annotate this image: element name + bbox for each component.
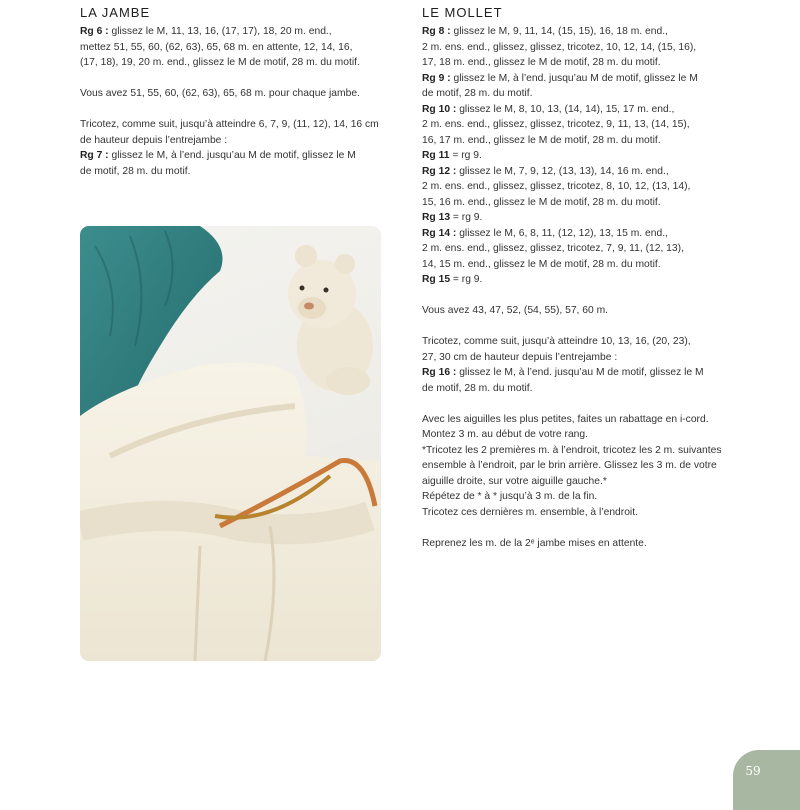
instruction-line: [422, 303, 721, 319]
instruction-line: [422, 133, 721, 149]
instruction-text: 15, 16 m. end., glissez le M de motif, 28 m. du motif.: [422, 196, 661, 208]
instruction-line: [422, 210, 721, 226]
row-label: Rg 16 :: [422, 367, 457, 378]
instruction-line: [80, 40, 379, 56]
instruction-text: glissez le M, 7, 9, 12, (13, 13), 14, 16 m. end.,: [456, 165, 669, 177]
instruction-line: [422, 226, 721, 242]
instruction-line: [422, 350, 721, 366]
row-label: Rg 6 :: [80, 26, 109, 37]
instruction-text: Tricotez, comme suit, jusqu’à atteindre 6, 7, 9, (11, 12), 14, 16 cm: [80, 119, 379, 130]
instruction-line: [422, 195, 721, 211]
instruction-line: [422, 443, 721, 459]
section-heading-le-mollet: LE MOLLET: [422, 5, 503, 20]
row-label: Rg 10 :: [422, 103, 457, 115]
row-label: Rg 12 :: [422, 165, 457, 177]
row-label: Rg 8 :: [422, 26, 451, 37]
instruction-text: = rg 9.: [450, 212, 483, 223]
instruction-text: mettez 51, 55, 60, (62, 63), 65, 68 m. en attente, 12, 14, 16,: [80, 41, 353, 53]
instruction-line: [422, 164, 721, 180]
instruction-line: [80, 86, 379, 102]
instruction-text: glissez le M, 8, 10, 13, (14, 14), 15, 17 m. end.,: [456, 103, 675, 115]
instruction-line: [422, 474, 721, 490]
instruction-text: 17, 18 m. end., glissez le M de motif, 28 m. du motif.: [422, 57, 661, 68]
instruction-text: Tricotez ces dernières m. ensemble, à l’endroit.: [422, 506, 638, 518]
instruction-line: [422, 365, 721, 381]
instruction-line: [80, 148, 379, 164]
instruction-line: [422, 272, 721, 288]
instruction-text: Répétez de * à * jusqu’à 3 m. de la fin.: [422, 491, 598, 502]
instruction-text: 16, 17 m. end., glissez le M de motif, 28 m. du motif.: [422, 134, 661, 146]
instruction-text: glissez le M, à l’end. jusqu’au M de motif, glissez le M: [108, 150, 356, 161]
instruction-line: [422, 505, 721, 521]
instruction-line: [80, 164, 379, 180]
instruction-text: 2 m. ens. end., glissez, glissez, tricotez, 7, 9, 11, (12, 13),: [422, 243, 684, 254]
instruction-text: = rg 9.: [450, 274, 483, 285]
row-label: Rg 15: [422, 274, 451, 285]
row-label: Rg 9 :: [422, 72, 451, 84]
instruction-text: 14, 15 m. end., glissez le M de motif, 28 m. du motif.: [422, 258, 661, 270]
instruction-line: [80, 117, 379, 133]
instruction-line: [80, 133, 379, 149]
instruction-text: Vous avez 51, 55, 60, (62, 63), 65, 68 m. pour chaque jambe.: [80, 88, 360, 99]
instruction-text: glissez le M, à l’end. jusqu’au M de motif, glissez le M: [450, 72, 698, 84]
instruction-line: [80, 24, 379, 40]
instruction-line: [422, 381, 721, 397]
paragraph-gap: [422, 288, 721, 304]
instruction-text: Montez 3 m. au début de votre rang.: [422, 429, 588, 440]
row-label: Rg 14 :: [422, 227, 457, 239]
instruction-text: glissez le M, 11, 13, 16, (17, 17), 18, 20 m. end.,: [108, 26, 332, 37]
instruction-text: de motif, 28 m. du motif.: [422, 382, 533, 394]
instruction-line: [422, 427, 721, 443]
instruction-text: ensemble à l’endroit, par le brin arrière. Glissez les 3 m. de votre: [422, 460, 717, 471]
row-label: Rg 11: [422, 150, 450, 161]
instruction-text: (17, 18), 19, 20 m. end., glissez le M de motif, 28 m. du motif.: [80, 57, 360, 68]
knitted-pants-photo: [80, 226, 381, 661]
paragraph-gap: [422, 396, 721, 412]
instruction-line: [422, 40, 721, 56]
instruction-line: [422, 179, 721, 195]
instruction-line: [422, 334, 721, 350]
instruction-line: [422, 241, 721, 257]
instruction-line: [422, 489, 721, 505]
instruction-line: [422, 55, 721, 71]
instruction-text: Avec les aiguilles les plus petites, faites un rabattage en i-cord.: [422, 413, 709, 425]
instruction-line: [422, 71, 721, 87]
right-instructions: [422, 24, 721, 551]
instruction-text: 2 m. ens. end., glissez, glissez, tricotez, 10, 12, 14, (15, 16),: [422, 41, 697, 53]
instruction-text: = rg 9.: [449, 150, 482, 161]
photo-illustration: [80, 226, 381, 661]
instruction-line: [422, 536, 721, 552]
paragraph-gap: [422, 520, 721, 536]
paragraph-gap: [80, 102, 379, 118]
instruction-line: [422, 458, 721, 474]
instruction-text: 2 m. ens. end., glissez, glissez, tricotez, 8, 10, 12, (13, 14),: [422, 181, 691, 192]
instruction-text: de motif, 28 m. du motif.: [422, 88, 533, 99]
paragraph-gap: [422, 319, 721, 335]
instruction-text: de hauteur depuis l’entrejambe :: [80, 134, 228, 146]
instruction-line: [422, 148, 721, 164]
instruction-text: aiguille droite, sur votre aiguille gauche.*: [422, 475, 607, 487]
instruction-text: de motif, 28 m. du motif.: [80, 165, 191, 177]
bear-toy: [288, 245, 373, 395]
instruction-text: *Tricotez les 2 premières m. à l’endroit, tricotez les 2 m. suivantes: [422, 444, 722, 456]
instruction-text: glissez le M, 9, 11, 14, (15, 15), 16, 18 m. end.,: [450, 26, 668, 37]
instruction-line: [422, 24, 721, 40]
instruction-line: [422, 257, 721, 273]
page-number: 59: [745, 764, 761, 778]
page-number-badge: [733, 750, 800, 810]
instruction-line: [422, 86, 721, 102]
row-label: Rg 7 :: [80, 150, 109, 161]
instruction-text: glissez le M, 6, 8, 11, (12, 12), 13, 15 m. end.,: [456, 227, 668, 239]
instruction-line: [422, 117, 721, 133]
section-heading-la-jambe: LA JAMBE: [80, 5, 151, 20]
instruction-text: Tricotez, comme suit, jusqu’à atteindre 10, 13, 16, (20, 23),: [422, 336, 691, 347]
row-label: Rg 13: [422, 212, 451, 223]
left-instructions: [80, 24, 379, 179]
knit-pants: [80, 363, 380, 661]
instruction-text: 27, 30 cm de hauteur depuis l’entrejambe :: [422, 351, 618, 363]
instruction-line: [422, 412, 721, 428]
instruction-text: Reprenez les m. de la 2ᵉ jambe mises en attente.: [422, 537, 647, 549]
instruction-text: 2 m. ens. end., glissez, glissez, tricotez, 9, 11, 13, (14, 15),: [422, 119, 690, 130]
instruction-line: [80, 55, 379, 71]
instruction-text: glissez le M, à l’end. jusqu’au M de motif, glissez le M: [456, 367, 704, 378]
instruction-line: [422, 102, 721, 118]
paragraph-gap: [80, 71, 379, 87]
instruction-text: Vous avez 43, 47, 52, (54, 55), 57, 60 m.: [422, 305, 609, 316]
